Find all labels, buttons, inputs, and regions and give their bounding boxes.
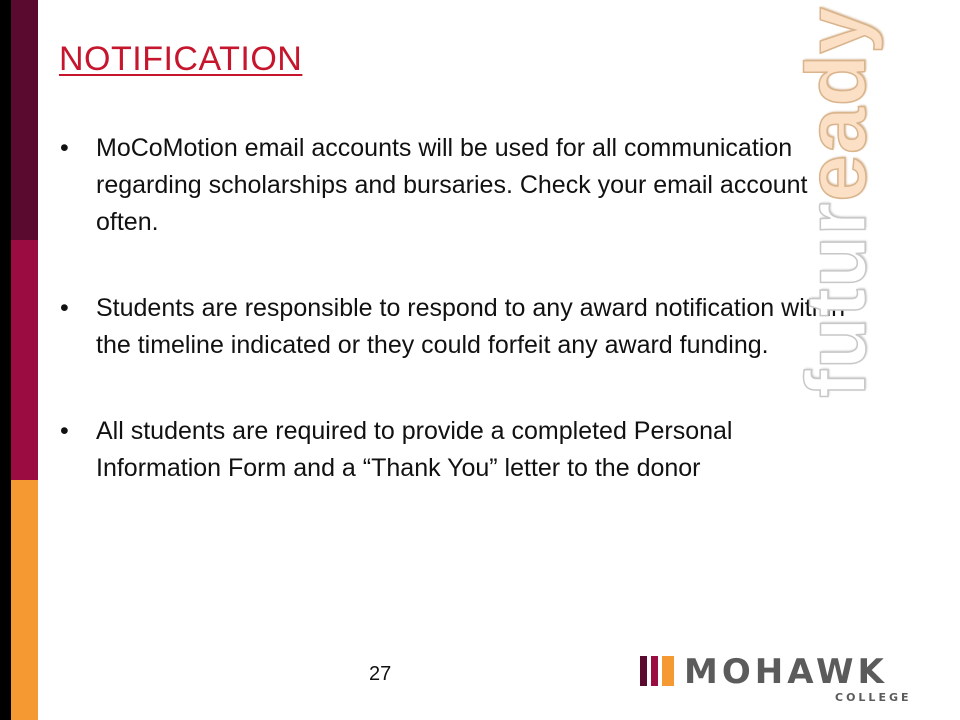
left-black-bar <box>0 0 11 720</box>
bullet-item <box>60 290 860 364</box>
slide-title: NOTIFICATION <box>59 40 303 78</box>
bullet-text: MoCoMotion email accounts will be used for all communication regarding scholarships and bursaries. Check your email account often. <box>96 134 808 236</box>
left-bar-orange <box>11 480 38 720</box>
bullet-dot: • <box>60 134 69 162</box>
bullet-item <box>60 130 860 241</box>
left-bar-crimson <box>11 240 38 480</box>
bullet-text: Students are responsible to respond to any award notification within the timeline indicated or they could forfeit any award funding. <box>96 294 846 359</box>
bullet-item <box>60 413 860 487</box>
futuready-watermark <box>788 6 883 398</box>
mohawk-college-logo <box>640 650 920 710</box>
logo-wordmark: MOHAWK <box>684 652 888 692</box>
bullet-text: All students are required to provide a completed Personal Information Form and a “Thank You” letter to the donor <box>96 417 733 482</box>
bullet-list <box>60 130 860 487</box>
bullet-dot: • <box>60 294 69 322</box>
watermark-part-2: eady <box>788 6 883 202</box>
left-bar-maroon <box>11 0 38 240</box>
watermark-part-1: futur <box>788 201 883 398</box>
logo-subtitle: COLLEGE <box>835 691 912 704</box>
page-number: 27 <box>369 663 392 685</box>
bullet-dot: • <box>60 417 69 445</box>
